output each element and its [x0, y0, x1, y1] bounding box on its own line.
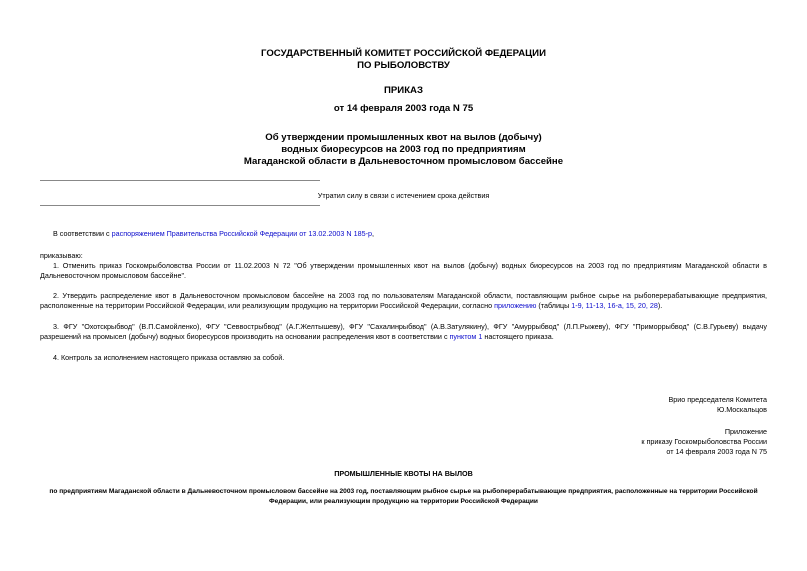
doc-date: от 14 февраля 2003 года N 75: [333, 103, 474, 114]
appendix-link[interactable]: приложению: [494, 301, 537, 310]
item-2-end: ).: [657, 301, 663, 310]
item-3-text: 3. ФГУ "Охотскрыбвод" (В.П.Самойленко), ФГУ "Севвострыбвод" (А.Г.Желтышеву), ФГУ "Сахалинрыбвод" (А.В.Затулякину), ФГУ "Амуррыбвод" (Л.П.Рыжеву), ФГУ "Приморрыбвод" (С.В.Гурьеву) выдачу разрешений на промысел (добычу) водных биоресурсов производить на основании распределения квот в соответствии с: [40, 322, 767, 341]
signatory-name: Ю.Москальцов: [716, 405, 767, 414]
doc-type: ПРИКАЗ: [384, 85, 423, 96]
org-line-2: ПО РЫБОЛОВСТВУ: [357, 60, 450, 71]
status-note: Утратил силу в связи с истечением срока действия: [317, 191, 490, 200]
appendix-label: Приложение: [724, 427, 767, 436]
signature-block: [668, 395, 767, 415]
item-3-end: настоящего приказа.: [482, 332, 554, 341]
appendix-subtitle-line-1: по предприятиям Магаданской области в Дальневосточном промысловом бассейне на 2003 год, поставляющим рыбное сырье на рыбоперерабатывающие предприятия, расположенные на территории Российской: [49, 488, 758, 495]
doc-title: [0, 132, 807, 168]
appendix-ref-2: от 14 февраля 2003 года N 75: [666, 447, 767, 456]
preamble-prefix: В соответствии с: [53, 229, 112, 238]
title-line-2: водных биоресурсов на 2003 год по предприятиям: [281, 144, 526, 155]
preamble: [53, 229, 767, 239]
item-2: [40, 291, 767, 311]
appendix-reference: [641, 427, 767, 457]
item-3: [40, 322, 767, 342]
title-line-1: Об утверждении промышленных квот на вылов (добычу): [265, 132, 542, 143]
appendix-subtitle: [0, 487, 807, 507]
item-4: 4. Контроль за исполнением настоящего приказа оставляю за собой.: [53, 353, 285, 362]
item-1: 1. Отменить приказ Госкомрыболовства России от 11.02.2003 N 72 "Об утверждении промышленных квот на вылов (добычу) водных биоресурсов на 2003 год по предприятиям Магаданской области в Дальневосточном промысловом бассейне".: [40, 261, 767, 280]
org-line-1: ГОСУДАРСТВЕННЫЙ КОМИТЕТ РОССИЙСКОЙ ФЕДЕРАЦИИ: [261, 48, 546, 59]
appendix-title: ПРОМЫШЛЕННЫЕ КВОТЫ НА ВЫЛОВ: [334, 469, 473, 478]
government-order-link[interactable]: распоряжением Правительства Российской Федерации от 13.02.2003 N 185-р: [111, 229, 372, 238]
divider-top: [40, 180, 320, 181]
signatory-position: Врио председателя Комитета: [668, 395, 767, 404]
divider-bottom: [40, 205, 320, 206]
item-2-mid: (таблицы: [536, 301, 572, 310]
appendix-subtitle-line-2: Федерации, или реализующим продукцию на территории Российской Федерации: [269, 498, 538, 505]
item-2-text: 2. Утвердить распределение квот в Дальневосточном промысловом бассейне на 2003 год по пользователям Магаданской области, поставляющим рыбное сырье на рыбоперерабатывающие предприятия, расположенные на территории Российской Федерации, или реализующим продукцию на территории Российской Федерации, согласно: [40, 291, 767, 310]
title-line-3: Магаданской области в Дальневосточном промысловом бассейне: [243, 156, 564, 167]
clause-1-link[interactable]: пунктом 1: [449, 332, 483, 341]
org-name: [0, 48, 807, 72]
preamble-suffix: ,: [371, 229, 374, 238]
appendix-ref-1: к приказу Госкомрыболовства России: [641, 437, 767, 446]
tables-link[interactable]: 1-9, 11-13, 16-а, 15, 20, 28: [571, 301, 658, 310]
order-word: приказываю:: [40, 251, 83, 260]
